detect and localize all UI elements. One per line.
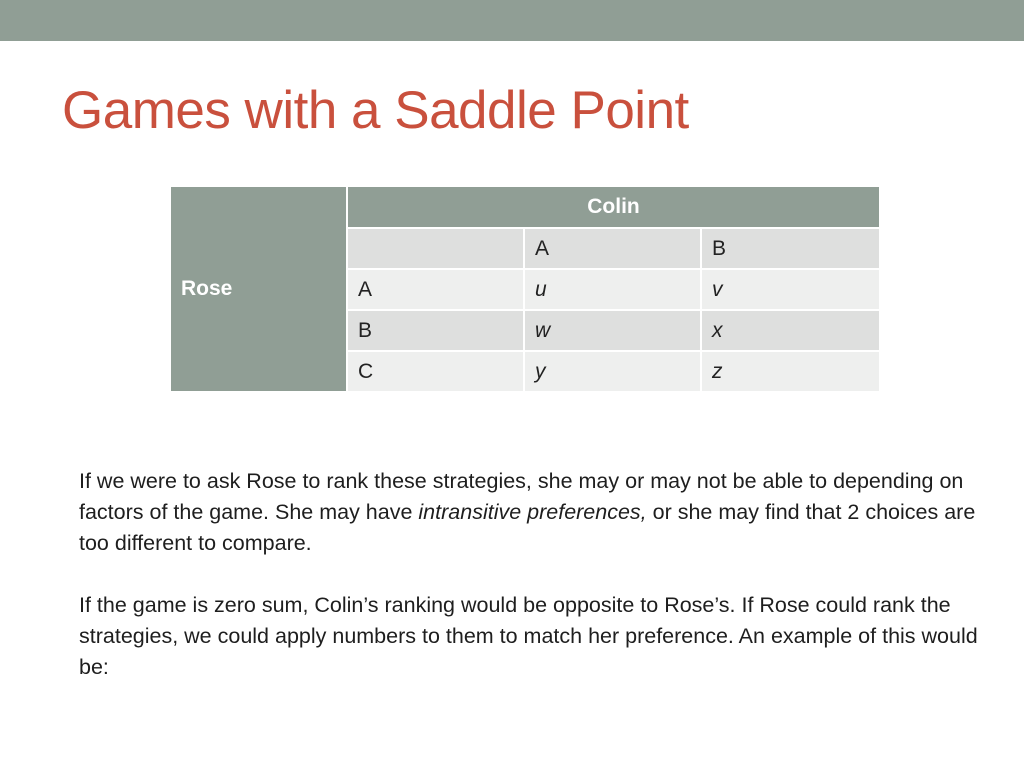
row-label-a: A [348,270,523,309]
row-label-c: C [348,352,523,391]
payoff-cell: v [702,270,879,309]
paragraph-1-text-end: or she may find that 2 choices are too different to compare. [79,500,976,555]
payoff-cell: x [702,311,879,350]
payoff-cell: y [525,352,700,391]
paragraph-1-italic-term: intransitive preferences, [418,500,647,524]
paragraph-1 [79,466,979,559]
column-player-label: Colin [348,187,879,227]
slide-title: Games with a Saddle Point [62,81,689,140]
header-cell-b: B [702,229,879,268]
body-text [79,466,979,683]
header-cell-a: A [525,229,700,268]
payoff-cell: z [702,352,879,391]
payoff-cell: u [525,270,700,309]
paragraph-1-text-start: If we were to ask Rose to rank these strategies, she may or may not be able to depending on factors of the game. She may have [79,469,964,524]
header-cell-empty [348,229,523,268]
row-label-b: B [348,311,523,350]
payoff-table [171,187,879,391]
top-band [0,0,1024,41]
paragraph-2: If the game is zero sum, Colin’s ranking would be opposite to Rose’s. If Rose could rank the strategies, we could apply numbers to them to match her preference. An example of this would be: [79,593,978,679]
payoff-cell: w [525,311,700,350]
row-player-label: Rose [171,187,346,391]
